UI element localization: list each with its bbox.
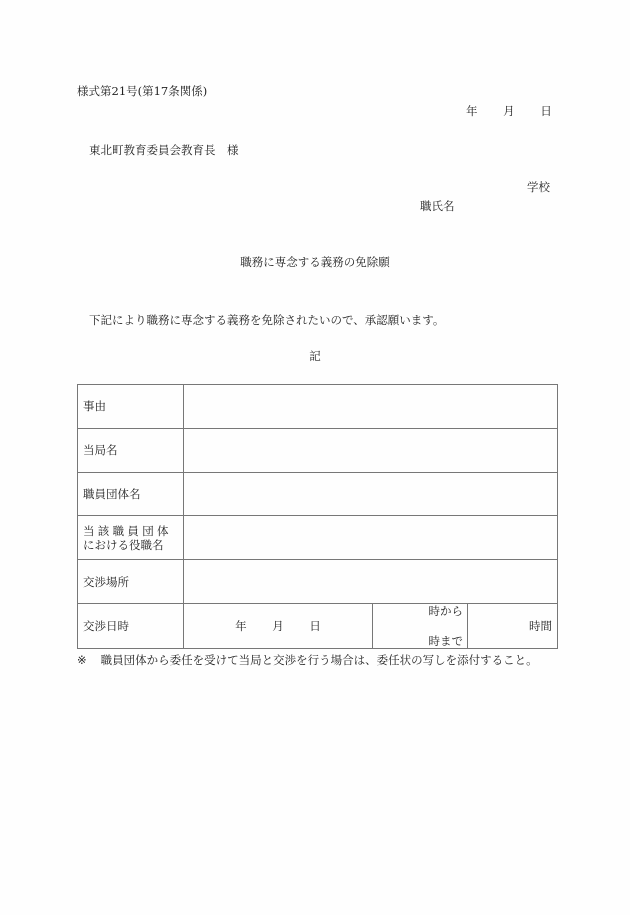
time-to-label: 時まで — [428, 633, 463, 648]
reference-mark-icon: ※ — [77, 653, 87, 667]
document-title: 職務に専念する義務の免除願 — [240, 255, 390, 269]
table-row-place — [78, 560, 558, 604]
time-range-field[interactable] — [373, 603, 468, 648]
table-row-authority — [78, 428, 558, 472]
row-label: 当局名 — [78, 428, 184, 472]
date-month: 月 — [503, 104, 515, 118]
time-from-label: 時から — [428, 603, 463, 618]
organization-field[interactable] — [184, 472, 558, 516]
footnote — [77, 653, 538, 667]
day-label: 日 — [309, 618, 321, 633]
place-field[interactable] — [184, 560, 558, 604]
footnote-text: 職員団体から委任を受けて当局と交渉を行う場合は、委任状の写しを添付すること。 — [100, 653, 538, 667]
date-day: 日 — [540, 104, 552, 118]
row-label-line1: 当該職員団体 — [83, 523, 172, 538]
month-label: 月 — [272, 618, 284, 633]
school-label: 学校 — [527, 180, 550, 194]
row-label-line2: における役職名 — [83, 537, 164, 552]
row-label — [78, 516, 184, 560]
hours-label: 時間 — [529, 618, 553, 633]
table-row-organization — [78, 472, 558, 516]
authority-field[interactable] — [184, 428, 558, 472]
date-line — [466, 104, 552, 118]
row-label: 交渉日時 — [78, 603, 184, 648]
year-label: 年 — [235, 618, 247, 633]
reason-field[interactable] — [184, 385, 558, 429]
table-row-datetime — [78, 603, 558, 648]
addressee: 東北町教育委員会教育長 様 — [89, 143, 239, 157]
ki-heading: 記 — [309, 349, 321, 363]
date-field[interactable] — [184, 603, 373, 648]
row-label: 職員団体名 — [78, 472, 184, 516]
form-number: 様式第21号(第17条関係) — [77, 84, 208, 98]
application-table — [77, 384, 558, 649]
hours-field[interactable] — [468, 603, 558, 648]
row-label: 事由 — [78, 385, 184, 429]
table-row-reason — [78, 385, 558, 429]
row-label: 交渉場所 — [78, 560, 184, 604]
body-text: 下記により職務に専念する義務を免除されたいので、承認願います。 — [89, 313, 445, 327]
staff-name-label: 職氏名 — [420, 199, 455, 213]
position-field[interactable] — [184, 516, 558, 560]
date-year: 年 — [466, 104, 478, 118]
table-row-position — [78, 516, 558, 560]
